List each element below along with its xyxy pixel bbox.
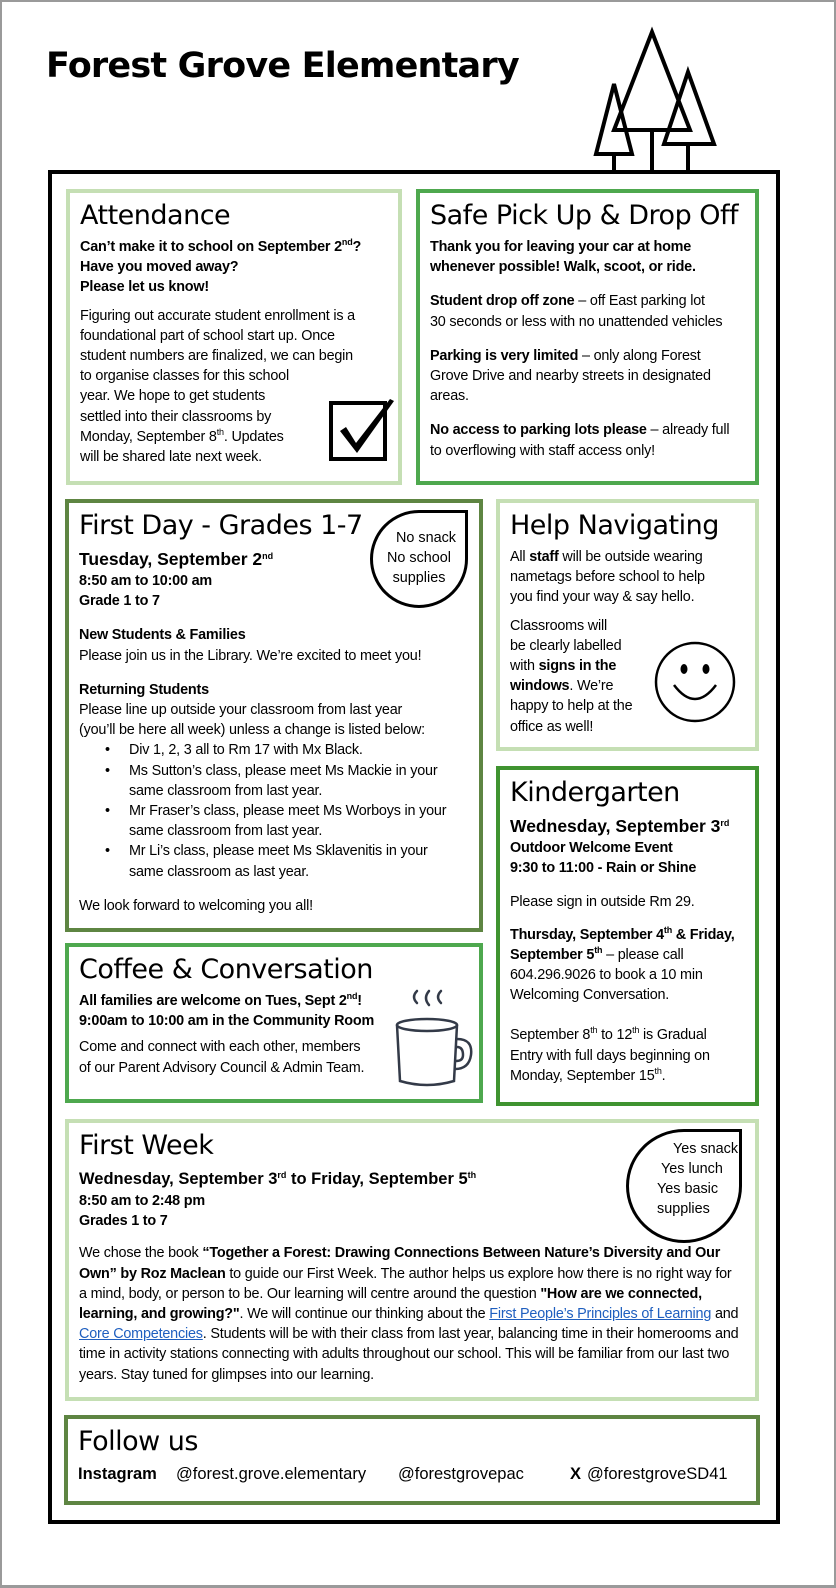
attendance-title: Attendance [80, 200, 231, 231]
first-day-time: 8:50 am to 10:00 am [79, 573, 212, 589]
list-item: • Mr Fraser’s class, please meet Ms Worboys in your same classroom from last year. [105, 801, 469, 841]
help-staff-text: All staff will be outside wearing nametags before school to help you find your way & say hello. [510, 549, 705, 606]
x-handle[interactable]: @forestgroveSD41 [587, 1465, 728, 1483]
pickup-intro: Thank you for leaving your car at home whenever possible! Walk, scoot, or ride. [430, 239, 696, 276]
coffee-title: Coffee & Conversation [79, 954, 373, 985]
core-competencies-link[interactable]: Core Competencies [79, 1326, 203, 1343]
kindergarten-event: Outdoor Welcome Event [510, 840, 673, 856]
yes-snack-bubble: Yes snack Yes lunch Yes basic supplies [626, 1129, 742, 1243]
help-navigating-title: Help Navigating [510, 510, 719, 541]
first-week-time: 8:50 am to 2:48 pm [79, 1193, 205, 1209]
smiley-face-icon [652, 639, 738, 725]
returning-students-text: Please line up outside your classroom from last year (you’ll be here all week) unless a change is listed below: [79, 702, 425, 739]
kindergarten-title: Kindergarten [510, 777, 680, 808]
first-week-description: We chose the book “Together a Forest: Drawing Connections Between Nature’s Diversity and Our Own” by Roz Maclean to guide our First Week. The author helps us explore how there is no right way for a mind, body, or person to be. Our learning will centre around the question "How are we connected, learning, and growing?". We will continue our thinking about the First People’s Principles of Learning and Core Competencies. Students will be with their class from last year, balancing time in their homerooms and time in activity stations connecting with adults throughout our school. This will be familiar from our last two years. Stay tuned for glimpses into our learning. [79, 1245, 739, 1383]
instagram-school-handle[interactable]: @forest.grove.elementary [176, 1465, 367, 1483]
attendance-body: Figuring out accurate student enrollment is a foundational part of school start up. Once student numbers are finalized, we can begin to organise classes for this school year. We hope to get students settled into their classrooms by Monday, September 8th. Updates will be shared late next week. [80, 307, 355, 466]
first-day-date: Tuesday, September 2nd [79, 549, 274, 569]
list-item: • Ms Sutton’s class, please meet Ms Mackie in your same classroom from last year. [105, 761, 469, 801]
follow-us-card [64, 1415, 760, 1505]
first-week-title: First Week [79, 1130, 214, 1161]
returning-students-label: Returning Students [79, 681, 209, 698]
help-classrooms-text: Classrooms will be clearly labelled with signs in the windows. We’re happy to help at the office as well! [510, 617, 633, 735]
kindergarten-signin: Please sign in outside Rm 29. [510, 894, 695, 911]
trees-logo-icon [590, 26, 730, 174]
first-day-closing: We look forward to welcoming you all! [79, 897, 313, 914]
pickup-card [416, 189, 759, 485]
x-label: X [570, 1465, 582, 1483]
new-students-label: New Students & Families [79, 627, 246, 644]
instagram-label: Instagram [78, 1465, 157, 1483]
list-item: • Mr Li’s class, please meet Ms Sklavenitis in your same classroom as last year. [105, 841, 469, 881]
attendance-question: Can’t make it to school on September 2nd? Have you moved away? Please let us know! [80, 237, 362, 296]
no-access-text: No access to parking lots please – already full to overflowing with staff access only! [430, 422, 730, 459]
first-day-title: First Day - Grades 1-7 [79, 510, 363, 541]
first-day-grades: Grade 1 to 7 [79, 593, 160, 610]
coffee-description: Come and connect with each other, members of our Parent Advisory Council & Admin Team. [79, 1039, 365, 1076]
no-snack-bubble: No snack No school supplies [370, 510, 468, 608]
help-navigating-card [496, 499, 759, 751]
drop-off-zone-text: Student drop off zone – off East parking lot 30 seconds or less with no unattended vehicles [430, 293, 723, 330]
kindergarten-time: 9:30 to 11:00 - Rain or Shine [510, 860, 697, 877]
coffee-when: All families are welcome on Tues, Sept 2nd! 9:00am to 10:00 am in the Community Room [79, 991, 375, 1030]
list-item: • Div 1, 2, 3 all to Rm 17 with Mx Black. [105, 740, 469, 760]
attendance-card [66, 189, 402, 485]
school-title: Forest Grove Elementary [46, 46, 519, 86]
follow-us-title: Follow us [78, 1426, 198, 1457]
instagram-pac-handle[interactable]: @forestgrovepac [398, 1465, 524, 1483]
first-week-date: Wednesday, September 3rd to Friday, September 5th [79, 1170, 477, 1188]
kindergarten-date: Wednesday, September 3rd [510, 816, 730, 836]
first-week-grades: Grades 1 to 7 [79, 1213, 168, 1230]
new-students-text: Please join us in the Library. We’re excited to meet you! [79, 647, 422, 664]
class-changes-list [105, 740, 469, 881]
coffee-card [65, 943, 483, 1103]
kindergarten-conversation: Thursday, September 4th & Friday, September 5th – please call 604.296.9026 to book a 10 min Welcoming Conversation. [510, 924, 735, 1004]
checkbox-checked-icon [328, 395, 396, 463]
parking-text: Parking is very limited – only along Forest Grove Drive and nearby streets in designated areas. [430, 347, 711, 405]
pickup-title: Safe Pick Up & Drop Off [430, 200, 739, 231]
social-handles [78, 1463, 746, 1485]
first-peoples-principles-link[interactable]: First People’s Principles of Learning [489, 1306, 712, 1323]
coffee-mug-icon [391, 989, 473, 1089]
kindergarten-gradual-entry: September 8th to 12th is Gradual Entry with full days beginning on Monday, September 15th. [510, 1025, 710, 1084]
kindergarten-card [496, 766, 759, 1106]
